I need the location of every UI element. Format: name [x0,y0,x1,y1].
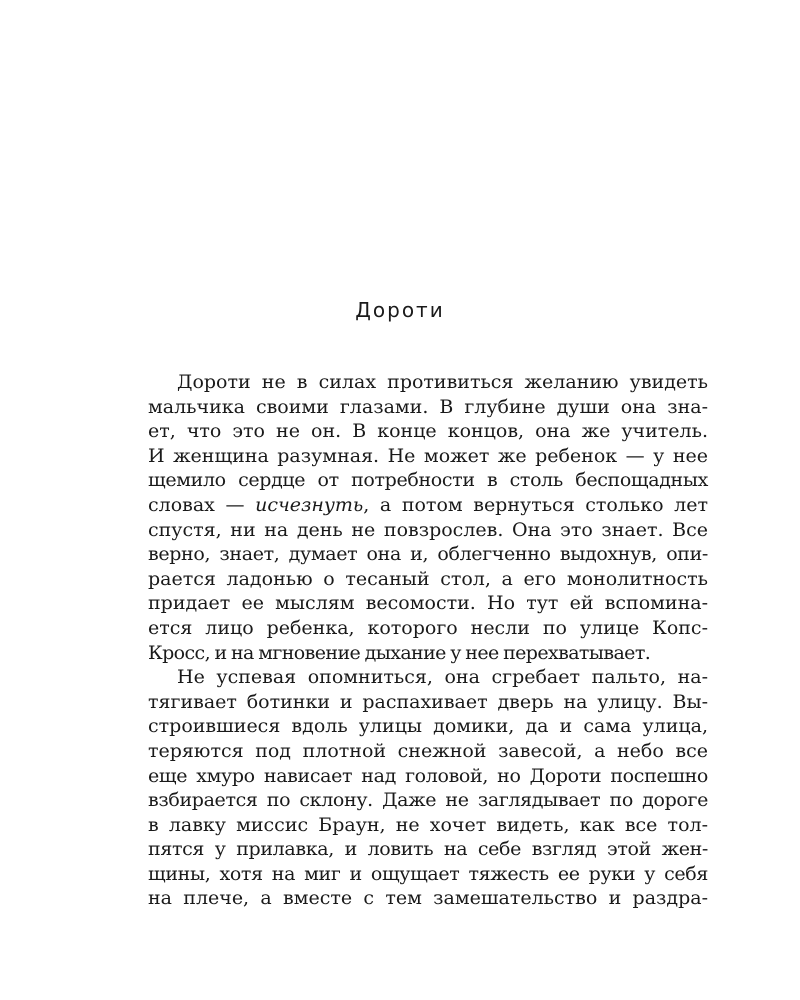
text-line-part: , а потом вернуться столько лет [363,493,708,516]
text-line: спустя, ни на день не повзрослев. Она это знает. Все [148,518,708,541]
text-line: Не успевая опомниться, она сгребает пальто, на- [177,666,708,689]
text-line: ет, что это не он. В конце концов, она же учитель. [148,420,708,443]
chapter-title: Дороти [355,298,445,322]
text-line: щины, хотя на миг и ощущает тяжесть ее руки у себя [148,862,708,885]
text-line: пятся у прилавка, и ловить на себе взгляд этой жен- [148,838,708,861]
emphasized-word: исчезнуть [255,493,364,516]
text-line-part: словах — [148,493,256,516]
text-line: еще хмуро нависает над головой, но Дороти поспешно [148,764,708,787]
text-line: верно, знает, думает она и, облегченно выдохнув, опи- [148,543,708,566]
text-line: щемило сердце от потребности в столь беспощадных [148,469,708,492]
text-line: ется лицо ребенка, которого несли по улице Копс- [148,616,708,639]
body-text [148,370,708,911]
text-line: строившиеся вдоль улицы домики, да и сама улица, [148,715,708,738]
text-line: придает ее мыслям весомости. Но тут ей вспомина- [148,592,708,615]
text-line: Дороти не в силах противиться желанию увидеть [177,371,708,393]
text-line: теряются под плотной снежной завесой, а небо все [148,739,708,762]
text-line: мальчика своими глазами. В глубине души она зна- [148,395,708,418]
text-line: на плече, а вместе с тем замешательство и раздра- [148,887,708,910]
text-line [148,493,708,518]
text-line: взбирается по склону. Даже не заглядывает по дороге [148,789,708,812]
text-line: И женщина разумная. Не может же ребенок — у нее [148,444,708,467]
text-line: Кросс, и на мгновение дыхание у нее перехватывает. [148,641,651,664]
text-line: тягивает ботинки и распахивает дверь на улицу. Вы- [148,690,708,713]
text-line: рается ладонью о тесаный стол, а его монолитность [148,567,708,590]
text-line: в лавку миссис Браун, не хочет видеть, как все тол- [148,813,708,836]
